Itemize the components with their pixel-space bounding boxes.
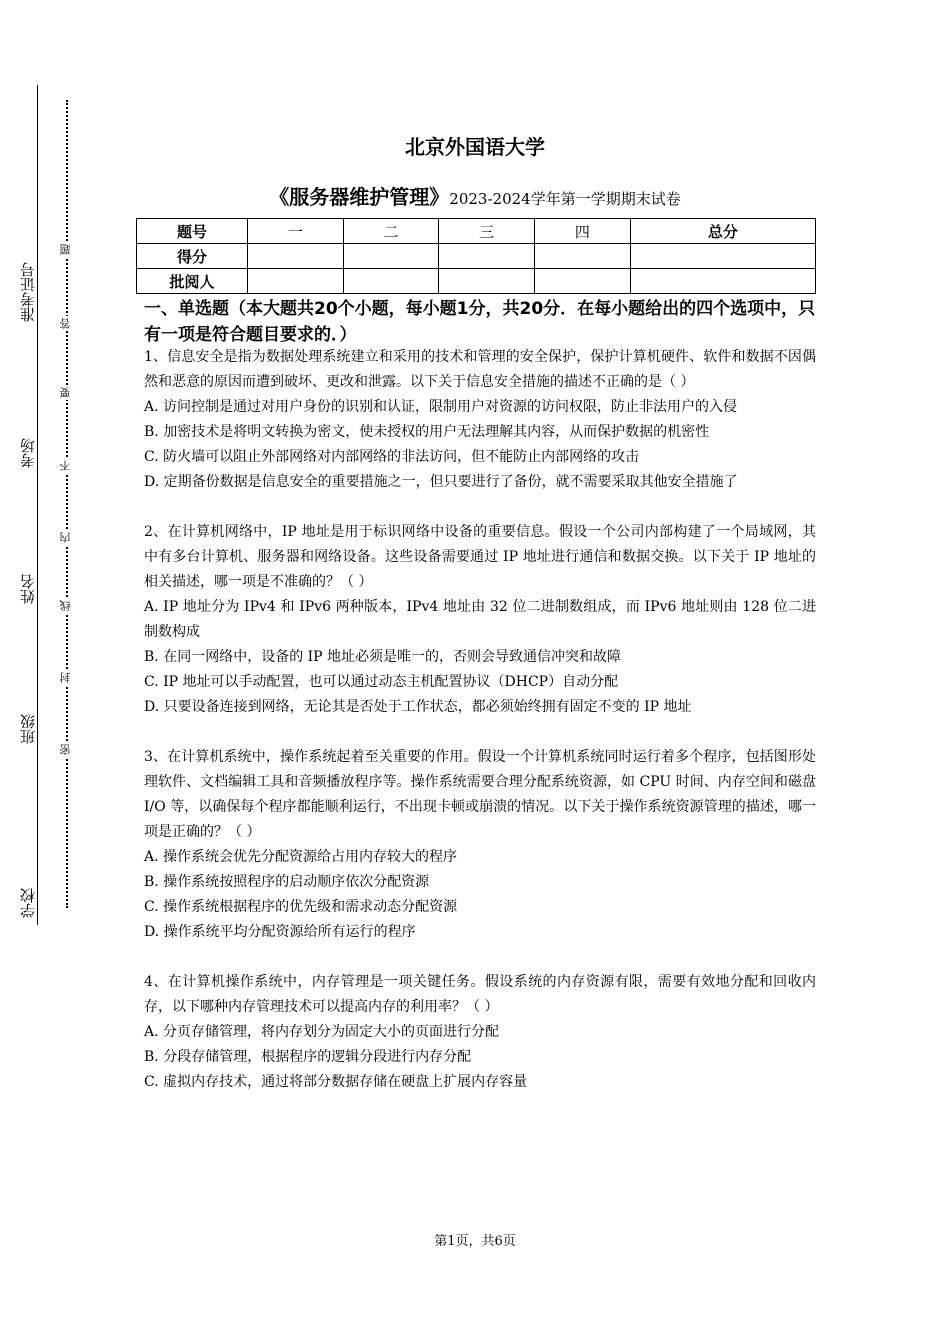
seal-char: 要 <box>59 387 72 398</box>
section-1-heading: 一、单选题（本大题共20个小题，每小题1分，共20分．在每小题给出的四个选项中，只有一项是符合题目要求的．） <box>144 299 816 345</box>
score-row-label: 得分 <box>137 244 248 269</box>
field-exam-room-label: 考场 <box>19 438 37 468</box>
reviewer-cell <box>630 269 815 294</box>
score-cell <box>343 244 439 269</box>
reviewer-row-label: 批阅人 <box>137 269 248 294</box>
score-table-header-row <box>137 219 816 244</box>
question-list <box>144 345 816 1120</box>
question-option: A. 分页存储管理，将内存划分为固定大小的页面进行分配 <box>144 1024 500 1040</box>
score-cell <box>630 244 815 269</box>
question-stem: 4、在计算机操作系统中，内存管理是一项关键任务。假设系统的内存资源有限，需要有效地分配和回收内存，以下哪种内存管理技术可以提高内存的利用率？（ ） <box>144 974 816 1015</box>
question-option: C. 操作系统根据程序的优先级和需求动态分配资源 <box>144 899 458 915</box>
question-option: B. 分段存储管理，根据程序的逻辑分段进行内存分配 <box>144 1049 472 1065</box>
binding-line <box>37 85 38 925</box>
field-name-label: 姓名 <box>19 574 37 604</box>
field-exam-number-label: 准考证号 <box>19 262 37 322</box>
seal-char: 线 <box>59 600 72 611</box>
course-name: 《服务器维护管理》 <box>269 185 450 209</box>
seal-char: 内 <box>59 532 72 543</box>
reviewer-cell <box>248 269 344 294</box>
score-row <box>137 244 816 269</box>
question-2 <box>144 520 816 720</box>
score-header-cell: 总分 <box>630 219 815 244</box>
question-option: B. 操作系统按照程序的启动顺序依次分配资源 <box>144 874 430 890</box>
score-header-cell: 一 <box>248 219 344 244</box>
question-option: C. 防火墙可以阻止外部网络对内部网络的非法访问，但不能防止内部网络的攻击 <box>144 449 640 465</box>
question-4 <box>144 970 816 1095</box>
score-cell <box>439 244 535 269</box>
seal-char: 密 <box>59 744 72 755</box>
seal-char: 封 <box>59 672 72 683</box>
university-title: 北京外国语大学 <box>405 135 545 159</box>
question-option: A. 操作系统会优先分配资源给占用内存较大的程序 <box>144 849 458 865</box>
score-header-cell: 四 <box>535 219 631 244</box>
score-cell <box>248 244 344 269</box>
question-option: D. 定期备份数据是信息安全的重要措施之一，但只要进行了备份，就不需要采取其他安全措施了 <box>144 474 738 490</box>
question-option: A. 访问控制是通过对用户身份的识别和认证，限制用户对资源的访问权限，防止非法用户的入侵 <box>144 399 738 415</box>
seal-char: 题 <box>59 244 72 255</box>
exam-subtitle <box>0 181 950 210</box>
question-option: C. IP 地址可以手动配置，也可以通过动态主机配置协议（DHCP）自动分配 <box>144 674 619 690</box>
score-header-cell: 二 <box>343 219 439 244</box>
score-header-cell: 题号 <box>137 219 248 244</box>
reviewer-row <box>137 269 816 294</box>
question-option: A. IP 地址分为 IPv4 和 IPv6 两种版本，IPv4 地址由 32 位二进制数组成，而 IPv6 地址则由 128 位二进制数构成 <box>144 599 816 640</box>
question-stem: 2、在计算机网络中，IP 地址是用于标识网络中设备的重要信息。假设一个公司内部构建了一个局域网，其中有多台计算机、服务器和网络设备。这些设备需要通过 IP 地址进行通信和数据交换。以下关于 IP 地址的相关描述，哪一项是不准确的？（ ） <box>144 524 816 590</box>
field-school-label: 学校 <box>19 888 37 918</box>
seal-char: 答 <box>59 318 72 329</box>
reviewer-cell <box>535 269 631 294</box>
seal-char: 不 <box>59 460 72 471</box>
question-3 <box>144 745 816 945</box>
question-option: C. 虚拟内存技术，通过将部分数据存储在硬盘上扩展内存容量 <box>144 1074 528 1090</box>
reviewer-cell <box>439 269 535 294</box>
question-option: D. 操作系统平均分配资源给所有运行的程序 <box>144 924 416 940</box>
score-header-cell: 三 <box>439 219 535 244</box>
field-class-label: 班级 <box>19 714 37 744</box>
page-number: 第1页，共6页 <box>434 1234 516 1249</box>
exam-term: 2023-2024学年第一学期期末试卷 <box>449 190 681 208</box>
seal-dotted-line <box>66 100 68 908</box>
reviewer-cell <box>343 269 439 294</box>
question-1 <box>144 345 816 495</box>
question-stem: 1、信息安全是指为数据处理系统建立和采用的技术和管理的安全保护，保护计算机硬件、软件和数据不因偶然和恶意的原因而遭到破坏、更改和泄露。以下关于信息安全措施的描述不正确的是（ ） <box>144 349 816 390</box>
score-cell <box>535 244 631 269</box>
question-option: B. 在同一网络中，设备的 IP 地址必须是唯一的，否则会导致通信冲突和故障 <box>144 649 622 665</box>
question-option: D. 只要设备连接到网络，无论其是否处于工作状态，都必须始终拥有固定不变的 IP 地址 <box>144 699 692 715</box>
question-option: B. 加密技术是将明文转换为密文，使未授权的用户无法理解其内容，从而保护数据的机密性 <box>144 424 710 440</box>
score-table <box>136 218 816 294</box>
question-stem: 3、在计算机系统中，操作系统起着至关重要的作用。假设一个计算机系统同时运行着多个程序，包括图形处理软件、文档编辑工具和音频播放程序等。操作系统需要合理分配系统资源，如 CPU 时间、内存空间和磁盘 I/O 等，以确保每个程序都能顺利运行，不出现卡顿或崩溃的情况。以下关于操作系统资源管理的描述，哪一项是正确的？（ ） <box>144 749 816 840</box>
